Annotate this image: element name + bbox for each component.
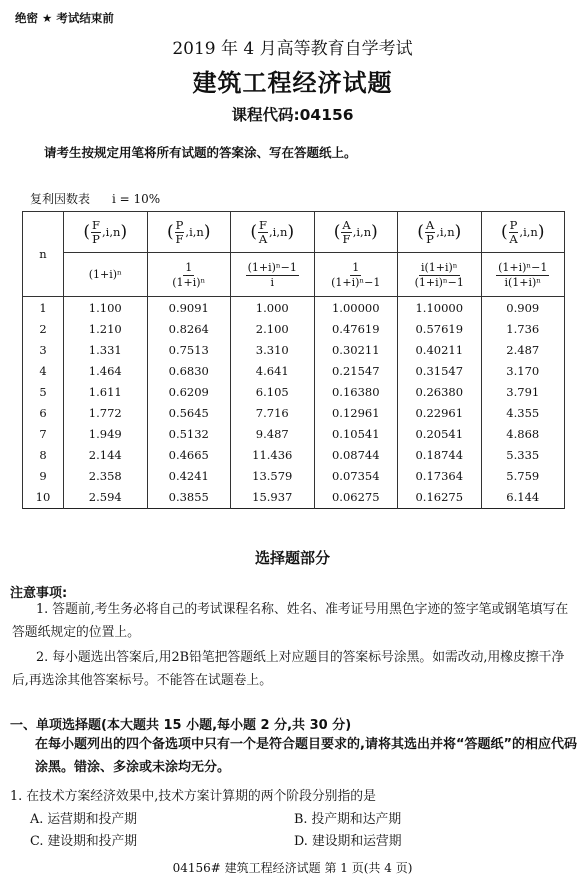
factor-value-cell: 1.464 xyxy=(64,360,148,381)
header-factor-1: ( $\frac{F}{P}$ ,i,n ) xyxy=(64,212,148,253)
row-period-cell: 8 xyxy=(23,445,64,466)
notes-heading: 注意事项: xyxy=(10,586,68,601)
table-formula-row xyxy=(23,253,565,297)
header-factor-5: ( $\frac{A}{P}$ ,i,n ) xyxy=(398,212,482,253)
question-1-option-c: C. 建设期和投产期 xyxy=(30,834,138,849)
table-row xyxy=(23,297,565,319)
factor-value-cell: 0.21547 xyxy=(314,360,398,381)
factor-value-cell: 0.4241 xyxy=(147,466,231,487)
factor-value-cell: 13.579 xyxy=(231,466,315,487)
factor-value-cell: 2.358 xyxy=(64,466,148,487)
factor-value-cell: 0.4665 xyxy=(147,445,231,466)
question-1-stem: 1. 在技术方案经济效果中,技术方案计算期的两个阶段分别指的是 xyxy=(10,789,376,804)
factor-value-cell: 0.06275 xyxy=(314,487,398,509)
factor-value-cell: 0.12961 xyxy=(314,402,398,423)
exam-title: 2019 年 4 月高等教育自学考试 xyxy=(172,39,413,59)
table-caption-title: 复利因数表 xyxy=(30,192,91,206)
compound-interest-table xyxy=(22,211,565,509)
header-formula-2: $\frac{1}{\text{(1+i)ⁿ}}$ xyxy=(147,253,231,297)
factor-value-cell: 0.26380 xyxy=(398,381,482,402)
row-period-cell: 4 xyxy=(23,360,64,381)
header-factor-3: ( $\frac{F}{A}$ ,i,n ) xyxy=(231,212,315,253)
factor-value-cell: 1.949 xyxy=(64,424,148,445)
row-period-cell: 6 xyxy=(23,402,64,423)
part-one-heading: 一、单项选择题(本大题共 15 小题,每小题 2 分,共 30 分) xyxy=(10,718,352,733)
factor-value-cell: 0.07354 xyxy=(314,466,398,487)
part-one-instruction: 在每小题列出的四个备选项中只有一个是符合题目要求的,请将其选出并将“答题纸”的相应代码涂黑。错涂、多涂或未涂均无分。 xyxy=(35,737,578,775)
table-row xyxy=(23,424,565,445)
table-row xyxy=(23,487,565,509)
factor-value-cell: 0.10541 xyxy=(314,424,398,445)
header-formula-5: $\frac{\text{i(1+i)ⁿ}}{\text{(1+i)ⁿ−1}}$ xyxy=(398,253,482,297)
factor-value-cell: 4.641 xyxy=(231,360,315,381)
header-factor-6: ( $\frac{P}{A}$ ,i,n ) xyxy=(481,212,565,253)
factor-value-cell: 3.791 xyxy=(481,381,565,402)
factor-value-cell: 5.335 xyxy=(481,445,565,466)
table-body xyxy=(23,297,565,509)
factor-value-cell: 9.487 xyxy=(231,424,315,445)
factor-value-cell: 0.22961 xyxy=(398,402,482,423)
table-row xyxy=(23,381,565,402)
question-1-option-d: D. 建设期和运营期 xyxy=(294,834,402,849)
factor-value-cell: 0.20541 xyxy=(398,424,482,445)
answer-instruction: 请考生按规定用笔将所有试题的答案涂、写在答题纸上。 xyxy=(44,145,357,160)
factor-value-cell: 1.10000 xyxy=(398,297,482,319)
factor-value-cell: 0.08744 xyxy=(314,445,398,466)
factor-value-cell: 4.355 xyxy=(481,402,565,423)
row-period-cell: 9 xyxy=(23,466,64,487)
note-item-2: 2. 每小题选出答案后,用2B铅笔把答题纸上对应题目的答案标号涂黑。如需改动,用橡皮擦干净后,再选涂其他答案标号。不能答在试题卷上。 xyxy=(12,650,565,688)
factor-value-cell: 0.5132 xyxy=(147,424,231,445)
factor-value-cell: 1.00000 xyxy=(314,297,398,319)
factor-value-cell: 0.17364 xyxy=(398,466,482,487)
factor-value-cell: 7.716 xyxy=(231,402,315,423)
factor-value-cell: 1.100 xyxy=(64,297,148,319)
table-caption-rate: i = 10% xyxy=(112,192,161,206)
factor-value-cell: 1.331 xyxy=(64,339,148,360)
factor-value-cell: 2.144 xyxy=(64,445,148,466)
row-period-cell: 2 xyxy=(23,318,64,339)
factor-value-cell: 1.772 xyxy=(64,402,148,423)
question-1-option-b: B. 投产期和达产期 xyxy=(294,812,402,827)
factor-value-cell: 1.000 xyxy=(231,297,315,319)
factor-value-cell: 3.310 xyxy=(231,339,315,360)
factor-value-cell: 6.144 xyxy=(481,487,565,509)
factor-value-cell: 6.105 xyxy=(231,381,315,402)
factor-value-cell: 0.31547 xyxy=(398,360,482,381)
factor-value-cell: 0.3855 xyxy=(147,487,231,509)
factor-value-cell: 0.6830 xyxy=(147,360,231,381)
factor-value-cell: 3.170 xyxy=(481,360,565,381)
table-symbol-row xyxy=(23,212,565,253)
subject-title: 建筑工程经济试题 xyxy=(192,69,393,97)
table-row xyxy=(23,360,565,381)
header-formula-4: $\frac{1}{\text{(1+i)ⁿ−1}}$ xyxy=(314,253,398,297)
row-period-cell: 7 xyxy=(23,424,64,445)
factor-value-cell: 0.7513 xyxy=(147,339,231,360)
table-row xyxy=(23,402,565,423)
factor-value-cell: 0.5645 xyxy=(147,402,231,423)
factor-value-cell: 0.16275 xyxy=(398,487,482,509)
factor-value-cell: 0.8264 xyxy=(147,318,231,339)
factor-value-cell: 0.30211 xyxy=(314,339,398,360)
table-row xyxy=(23,466,565,487)
factor-value-cell: 4.868 xyxy=(481,424,565,445)
factor-value-cell: 1.736 xyxy=(481,318,565,339)
factor-value-cell: 0.40211 xyxy=(398,339,482,360)
section-title: 选择题部分 xyxy=(254,549,330,567)
table-caption xyxy=(30,190,160,207)
question-1-option-a: A. 运营期和投产期 xyxy=(30,812,137,827)
course-code: 课程代码:04156 xyxy=(231,106,354,124)
factor-value-cell: 5.759 xyxy=(481,466,565,487)
factor-value-cell: 0.9091 xyxy=(147,297,231,319)
table-row xyxy=(23,445,565,466)
factor-value-cell: 2.487 xyxy=(481,339,565,360)
header-n: n xyxy=(23,212,64,297)
header-factor-4: ( $\frac{A}{F}$ ,i,n ) xyxy=(314,212,398,253)
factor-value-cell: 0.6209 xyxy=(147,381,231,402)
factor-value-cell: 0.909 xyxy=(481,297,565,319)
header-formula-1: (1+i)ⁿ xyxy=(64,253,148,297)
factor-value-cell: 15.937 xyxy=(231,487,315,509)
table-row xyxy=(23,339,565,360)
table-row xyxy=(23,318,565,339)
confidential-label: 绝密 ★ 考试结束前 xyxy=(15,11,114,25)
factor-value-cell: 0.47619 xyxy=(314,318,398,339)
factor-value-cell: 11.436 xyxy=(231,445,315,466)
row-period-cell: 1 xyxy=(23,297,64,319)
factor-value-cell: 0.57619 xyxy=(398,318,482,339)
row-period-cell: 3 xyxy=(23,339,64,360)
factor-value-cell: 0.18744 xyxy=(398,445,482,466)
factor-value-cell: 1.210 xyxy=(64,318,148,339)
row-period-cell: 10 xyxy=(23,487,64,509)
factor-value-cell: 2.594 xyxy=(64,487,148,509)
factor-value-cell: 1.611 xyxy=(64,381,148,402)
factor-value-cell: 2.100 xyxy=(231,318,315,339)
page-footer: 04156# 建筑工程经济试题 第 1 页(共 4 页) xyxy=(172,861,413,875)
factor-value-cell: 0.16380 xyxy=(314,381,398,402)
header-formula-3: $\frac{\text{(1+i)ⁿ−1}}{i}$ xyxy=(231,253,315,297)
header-factor-2: ( $\frac{P}{F}$ ,i,n ) xyxy=(147,212,231,253)
row-period-cell: 5 xyxy=(23,381,64,402)
header-formula-6: $\frac{\text{(1+i)ⁿ−1}}{\text{i(1+i)ⁿ}}$ xyxy=(481,253,565,297)
note-item-1: 1. 答题前,考生务必将自己的考试课程名称、姓名、准考证号用黑色字迹的签字笔或钢笔填写在答题纸规定的位置上。 xyxy=(12,602,569,640)
